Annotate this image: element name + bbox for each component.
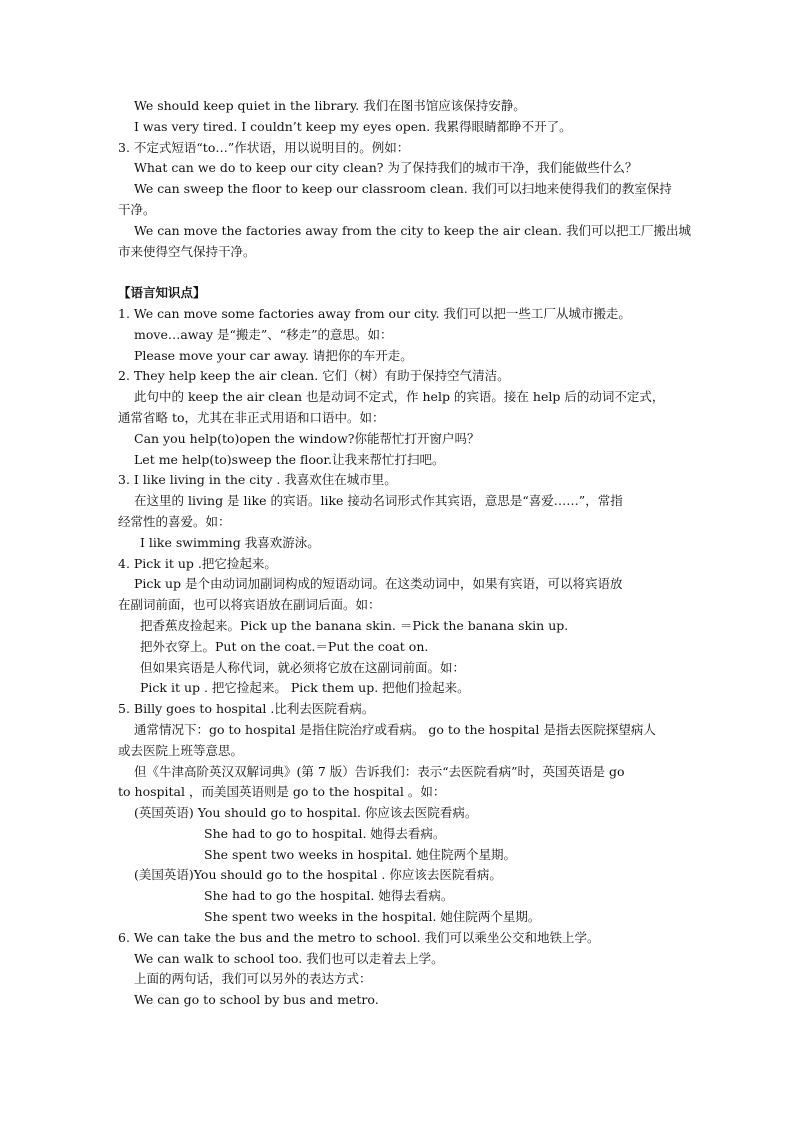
text-line: 但如果宾语是人称代词，就必须将它放在这副词前面。如： [140, 659, 466, 675]
text-line: I like swimming 我喜欢游泳。 [140, 534, 320, 550]
text-line: We can sweep the floor to keep our classroom clean. 我们可以扫地来使得我们的教室保持 [134, 181, 672, 197]
text-line: 3. I like living in the city . 我喜欢住在城市里。 [118, 472, 397, 488]
text-line: She had to go the hospital. 她得去看病。 [204, 888, 454, 904]
text-line: We can move the factories away from the city to keep the air clean. 我们可以把工厂搬出城 [134, 222, 691, 238]
text-line: 通常省略 to，尤其在非正式用语和口语中。如： [118, 409, 385, 425]
text-line: She spent two weeks in hospital. 她住院两个星期。 [204, 846, 516, 862]
text-line: 5. Billy goes to hospital .比利去医院看病。 [118, 701, 375, 717]
text-line: 6. We can take the bus and the metro to school. 我们可以乘坐公交和地铁上学。 [118, 929, 600, 945]
text-line: 经常性的喜爱。如： [118, 513, 231, 529]
text-line: (英国英语) You should go to hospital. 你应该去医院看病。 [134, 805, 478, 821]
text-line: 4. Pick it up .把它捡起来。 [118, 555, 277, 571]
text-line: to hospital ，而美国英语则是 go to the hospital 。如： [118, 784, 446, 800]
text-line: 干净。 [118, 201, 156, 217]
text-line: Let me help(to)sweep the floor.让我来帮忙打扫吧。 [134, 451, 445, 467]
text-line: Please move your car away. 请把你的车开走。 [134, 347, 413, 363]
text-line: 或去医院上班等意思。 [118, 742, 244, 758]
text-line: 此句中的 keep the air clean 也是动词不定式，作 help 的宾语。接在 help 后的动词不定式， [134, 389, 665, 405]
text-line: Pick up 是个由动词加副词构成的短语动词。在这类动词中，如果有宾语，可以将宾语放 [134, 576, 623, 592]
text-line: 上面的两句话，我们可以另外的表达方式： [134, 971, 372, 987]
section-heading: 【语言知识点】 [118, 285, 206, 301]
text-line: 市来使得空气保持干净。 [118, 243, 256, 259]
text-line: She had to go to hospital. 她得去看病。 [204, 825, 446, 841]
text-line: What can we do to keep our city clean? 为了保持我们的城市干净，我们能做些什么？ [134, 160, 638, 176]
text-line: She spent two weeks in the hospital. 她住院两个星期。 [204, 909, 541, 925]
text-line: 2. They help keep the air clean. 它们（树）有助于保持空气清洁。 [118, 368, 510, 384]
text-line: We can walk to school too. 我们也可以走着去上学。 [134, 950, 444, 966]
text-line: I was very tired. I couldn’t keep my eyes open. 我累得眼睛都睁不开了。 [134, 118, 572, 134]
text-line: We should keep quiet in the library. 我们在图书馆应该保持安静。 [134, 98, 526, 113]
blank-line [118, 262, 678, 283]
text-line: 3. 不定式短语“to…”作状语，用以说明目的。例如： [118, 139, 410, 155]
text-line: We can go to school by bus and metro. [134, 992, 379, 1008]
text-line: 在这里的 living 是 like 的宾语。like 接动名词形式作其宾语，意思是“喜爱……”，常指 [134, 493, 623, 509]
text-line: (美国英语)You should go to the hospital . 你应该去医院看病。 [134, 867, 502, 883]
document-body [118, 96, 691, 1011]
text-line: 1. We can move some factories away from our city. 我们可以把一些工厂从城市搬走。 [118, 305, 631, 321]
text-line: move…away 是“搬走”、“移走”的意思。如： [134, 326, 393, 342]
text-line: Pick it up . 把它捡起来。 Pick them up. 把他们捡起来。 [140, 680, 470, 696]
text-line: 把香蕉皮捡起来。Pick up the banana skin. ＝Pick the banana skin up. [140, 617, 569, 633]
text-line: 把外衣穿上。Put on the coat.＝Put the coat on. [140, 638, 429, 654]
text-line: 通常情况下：go to hospital 是指住院治疗或看病。 go to the hospital 是指去医院探望病人 [134, 721, 656, 737]
text-line: Can you help(to)open the window?你能帮忙打开窗户吗？ [134, 430, 480, 446]
text-line: 在副词前面，也可以将宾语放在副词后面。如： [118, 597, 381, 613]
text-line: 但《牛津高阶英汉双解词典》(第 7 版）告诉我们：表示“去医院看病”时，英国英语是 go [134, 763, 625, 779]
